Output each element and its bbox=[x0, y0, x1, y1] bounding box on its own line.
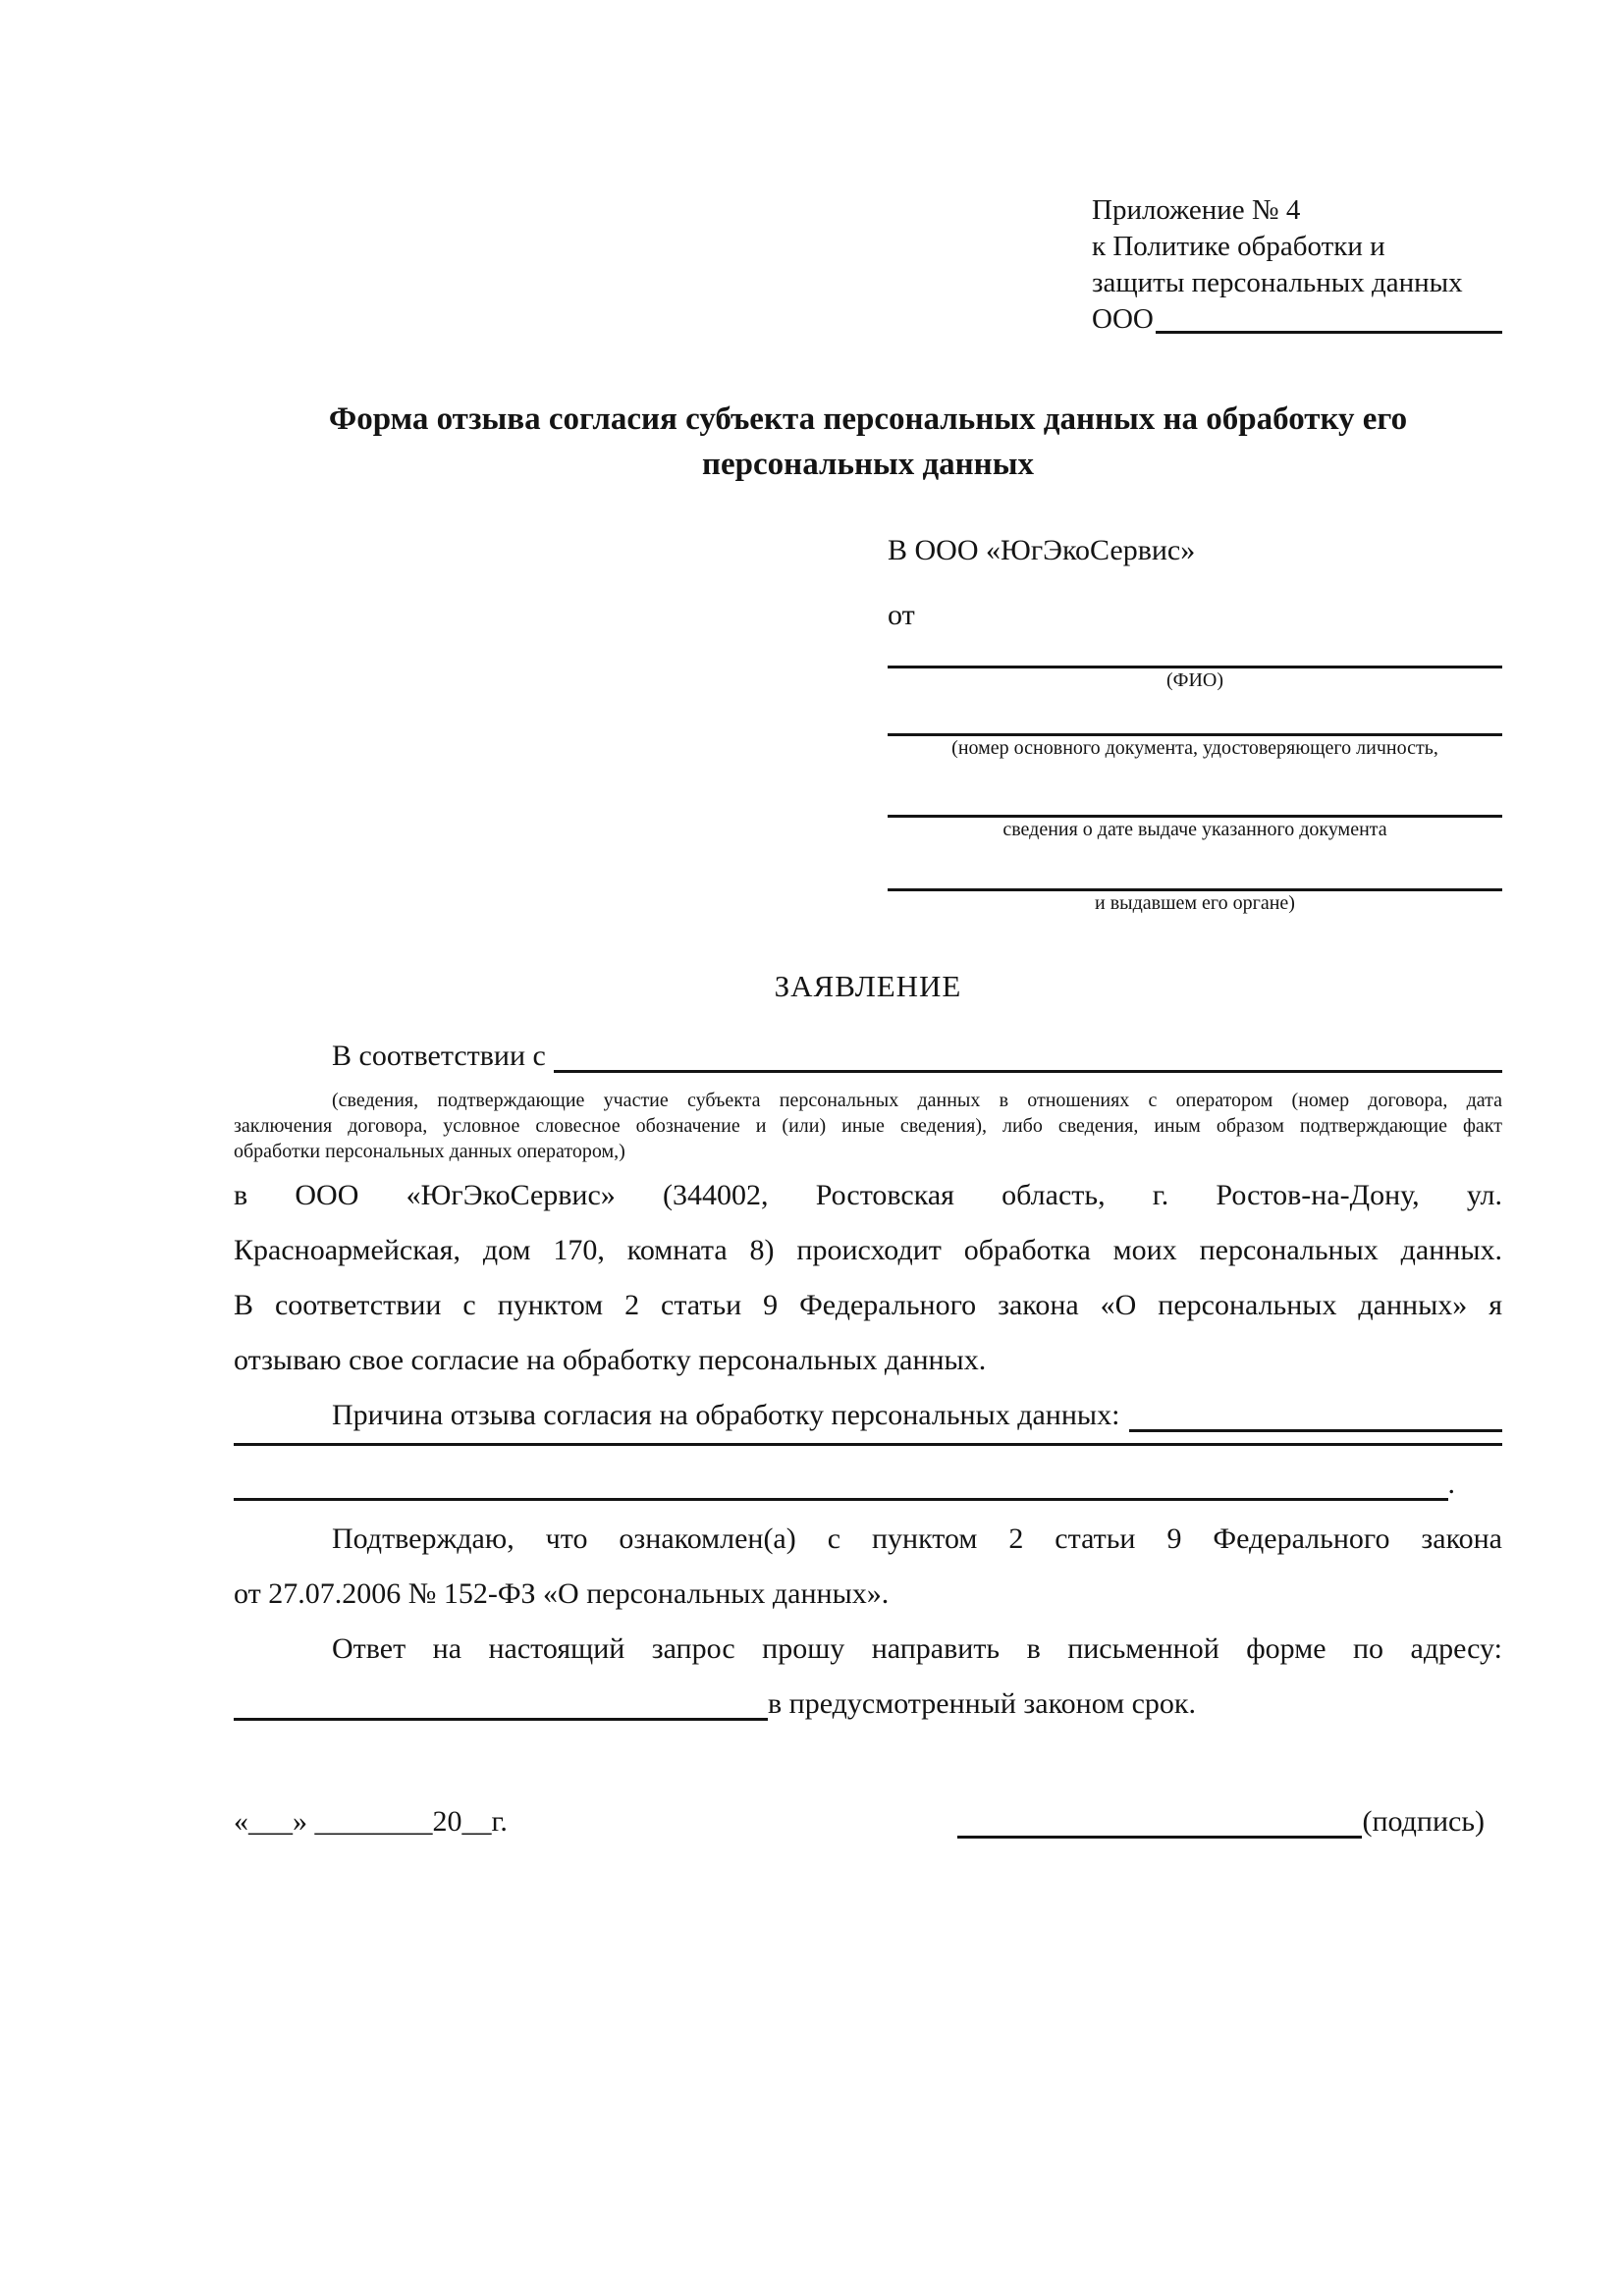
signature-group bbox=[957, 1794, 1485, 1849]
legal-basis-prefix: В соответствии с bbox=[332, 1040, 546, 1072]
appendix-header bbox=[1092, 192, 1502, 338]
appendix-line-1: Приложение № 4 bbox=[1092, 194, 1301, 226]
reason-blank-line-3 bbox=[234, 1457, 1448, 1501]
form-title: Форма отзыва согласия субъекта персональных данных на обработку его персональных данных bbox=[328, 401, 1408, 482]
body-paragraph bbox=[234, 1168, 1502, 1388]
legal-basis-blank-line bbox=[554, 1031, 1502, 1073]
company-blank-line bbox=[1156, 301, 1502, 334]
confirmation-line: Подтверждаю, что ознакомлен(а) с пунктом 2 статьи 9 Федерального закона bbox=[332, 1522, 1502, 1555]
reason-blank-row-2 bbox=[234, 1443, 1502, 1457]
date-line: «___» ________20__г. bbox=[234, 1805, 508, 1838]
footer-row bbox=[234, 1794, 1485, 1849]
statement-heading: ЗАЯВЛЕНИЕ bbox=[774, 969, 962, 1003]
body-line: В соответствии с пунктом 2 статьи 9 Федерального закона «О персональных данных» я bbox=[234, 1289, 1502, 1321]
body-line: Красноармейская, дом 170, комната 8) происходит обработка моих персональных данных. bbox=[234, 1234, 1502, 1266]
document-number-caption: (номер основного документа, удостоверяющего личность, bbox=[951, 737, 1438, 759]
footnote bbox=[234, 1088, 1502, 1164]
reason-prefix: Причина отзыва согласия на обработку персональных данных: bbox=[332, 1399, 1120, 1431]
confirmation-line: от 27.07.2006 № 152-ФЗ «О персональных данных». bbox=[234, 1577, 890, 1610]
body-line: в ООО «ЮгЭкоСервис» (344002, Ростовская область, г. Ростов-на-Дону, ул. bbox=[234, 1179, 1502, 1211]
document-number-field bbox=[888, 733, 1502, 760]
addressee-to: В ООО «ЮгЭкоСервис» bbox=[888, 534, 1196, 566]
company-label: ООО bbox=[1092, 303, 1154, 335]
appendix-line-2: к Политике обработки и bbox=[1092, 231, 1385, 262]
footnote-line: обработки персональных данных оператором,) bbox=[234, 1141, 625, 1162]
fio-caption: (ФИО) bbox=[1165, 669, 1223, 691]
company-name-row bbox=[1092, 301, 1502, 338]
fio-field bbox=[888, 666, 1502, 692]
issue-date-caption: сведения о дате выдаче указанного документа bbox=[1002, 819, 1387, 840]
signature-blank-line bbox=[957, 1794, 1362, 1839]
confirmation-paragraph bbox=[234, 1512, 1502, 1622]
signature-caption: (подпись) bbox=[1362, 1805, 1485, 1838]
reason-blank-line-1 bbox=[1129, 1388, 1502, 1432]
reason-row bbox=[234, 1388, 1502, 1443]
issue-date-field bbox=[888, 815, 1502, 841]
addressee-fields bbox=[888, 666, 1502, 915]
issuing-authority-field bbox=[888, 888, 1502, 915]
reason-terminator: . bbox=[1447, 1468, 1455, 1500]
body-line: отзываю свое согласие на обработку персональных данных. bbox=[234, 1344, 987, 1376]
footnote-line: заключения договора, условное словесное обозначение и (или) иные сведения), либо сведения, иным образом подтверждающие факт bbox=[234, 1115, 1502, 1137]
reply-suffix: в предусмотренный законом срок. bbox=[768, 1687, 1196, 1720]
issuing-authority-caption: и выдавшем его органе) bbox=[1095, 892, 1295, 914]
footnote-line: (сведения, подтверждающие участие субъекта персональных данных в отношениях с оператором (номер договора, дата bbox=[332, 1090, 1502, 1111]
reason-blank-line-2 bbox=[234, 1443, 1502, 1446]
from-label: от bbox=[888, 599, 915, 631]
appendix-line-3: защиты персональных данных bbox=[1092, 267, 1463, 298]
addressee-block bbox=[888, 532, 1502, 915]
reply-address-row bbox=[234, 1677, 1502, 1732]
address-blank-line bbox=[234, 1677, 768, 1721]
reply-line: Ответ на настоящий запрос прошу направить в письменной форме по адресу: bbox=[332, 1632, 1502, 1665]
legal-basis-row bbox=[234, 1031, 1502, 1082]
reason-blank-row-3 bbox=[234, 1457, 1455, 1512]
reply-paragraph bbox=[234, 1622, 1502, 1732]
